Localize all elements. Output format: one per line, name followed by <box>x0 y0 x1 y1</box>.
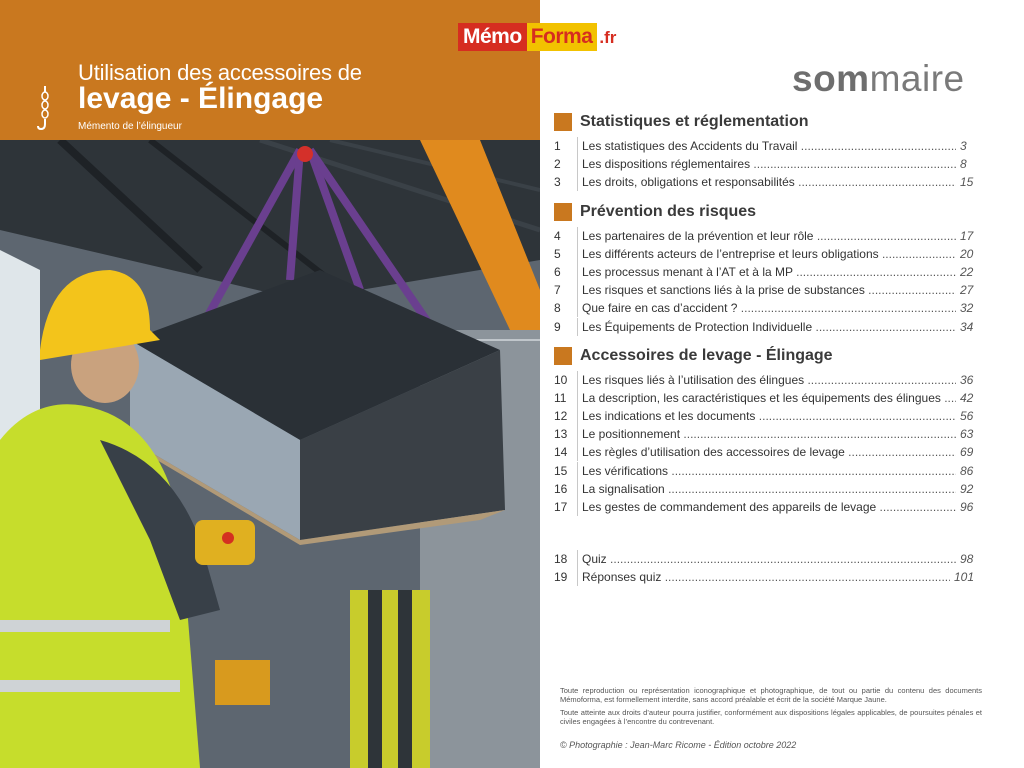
toc-entry-page: 8 <box>960 157 967 172</box>
toc-entry-number: 9 <box>554 318 578 336</box>
toc-entry-page: 36 <box>960 372 974 387</box>
toc-entry-number: 15 <box>554 462 578 480</box>
toc-entry-title[interactable]: Le positionnement ..... <box>582 425 956 443</box>
toc-entry[interactable] <box>554 299 974 317</box>
toc-entry-title[interactable]: Réponses quiz ..... <box>582 568 950 586</box>
toc-section-heading <box>554 344 974 368</box>
toc-entry-number: 18 <box>554 550 578 568</box>
toc-entry-number: 5 <box>554 245 578 263</box>
toc-entry-page: 3 <box>960 139 967 153</box>
toc-entry-number: 16 <box>554 480 578 498</box>
toc-entry-title[interactable]: Les dispositions réglementaires ..... <box>582 155 956 173</box>
legal-notice <box>560 686 982 730</box>
toc-entry[interactable] <box>554 137 974 155</box>
toc-entry-title[interactable]: La description, les caractéristiques et les équipements des élingues ..... <box>582 389 956 407</box>
toc-entry[interactable] <box>554 318 974 336</box>
cover-subtitle: Mémento de l’élingueur <box>78 121 182 132</box>
logo-suffix: .fr <box>599 28 617 47</box>
toc-entry-page: 20 <box>960 246 974 261</box>
toc-entry[interactable] <box>554 371 974 389</box>
photo-credit: © Photographie : Jean-Marc Ricome - Édition octobre 2022 <box>560 740 797 750</box>
toc-section-heading <box>554 200 974 224</box>
toc-entry-number: 17 <box>554 498 578 516</box>
legal-paragraph: Toute reproduction ou représentation iconographique et photographique, de tout ou partie du contenu des documents Mémoforma, est formellement interdite, sans accord préalable et écrit de la société Marque Jaune. <box>560 686 982 705</box>
toc-entry-page: 34 <box>960 319 974 334</box>
worker-lifting-photo <box>0 140 540 768</box>
toc-entry-page: 96 <box>960 500 974 514</box>
toc-entry[interactable] <box>554 173 974 191</box>
toc-entry-number: 11 <box>554 389 578 407</box>
toc-entry[interactable] <box>554 443 974 461</box>
toc-entry-title[interactable]: Que faire en cas d’accident ? ..... <box>582 299 956 317</box>
legal-paragraph: Toute atteinte aux droits d’auteur pourra justifier, conformément aux dispositions légales applicables, de poursuites pénales et civiles engagées à l’encontre du contrevenant. <box>560 707 982 727</box>
logo-memo: Mémo <box>458 23 527 51</box>
toc-entry[interactable] <box>554 245 974 263</box>
toc-entry-title[interactable]: Quiz ..... <box>582 550 956 568</box>
memoforma-logo <box>458 23 616 51</box>
toc-section <box>554 110 974 192</box>
toc-entry-page: 32 <box>960 301 974 316</box>
toc-section <box>554 344 974 517</box>
title-band <box>0 0 540 140</box>
toc-section-heading <box>554 110 974 134</box>
quiz-entries <box>554 550 974 586</box>
toc-entry[interactable] <box>554 425 974 443</box>
toc-entry-page: 17 <box>960 228 974 243</box>
toc-entry-title[interactable]: Les statistiques des Accidents du Travail ..... <box>582 137 956 155</box>
toc-entry[interactable] <box>554 407 974 425</box>
section-square-icon <box>554 203 572 221</box>
toc-entry-page: 42 <box>960 390 974 405</box>
toc-entry-number: 7 <box>554 281 578 299</box>
toc-entry-title[interactable]: Les Équipements de Protection Individuelle ..... <box>582 318 956 336</box>
section-square-icon <box>554 113 572 131</box>
toc-entry[interactable] <box>554 389 974 407</box>
toc-entry-number: 12 <box>554 407 578 425</box>
toc-entry-title[interactable]: Les risques liés à l’utilisation des élingues ..... <box>582 371 956 389</box>
toc-entry-number: 14 <box>554 443 578 461</box>
page-title-light: maire <box>869 58 965 99</box>
toc-section-title: Statistiques et réglementation <box>580 113 809 130</box>
toc-section-title: Prévention des risques <box>580 202 757 220</box>
toc-entry[interactable] <box>554 227 974 245</box>
cover-title-line1: Utilisation des accessoires de <box>78 60 362 85</box>
toc-entry[interactable] <box>554 480 974 498</box>
page-title <box>792 58 965 100</box>
toc-entry-page: 56 <box>960 409 974 424</box>
toc-entry-title[interactable]: Les différents acteurs de l’entreprise et leurs obligations ..... <box>582 245 956 263</box>
toc-entry-page: 69 <box>960 445 974 460</box>
page-title-bold: som <box>792 58 870 99</box>
table-of-contents <box>554 110 974 524</box>
toc-entry-title[interactable]: Les partenaires de la prévention et leur rôle ..... <box>582 227 956 245</box>
toc-entry[interactable] <box>554 498 974 516</box>
toc-section <box>554 200 974 336</box>
cover-title-line2: levage - Élingage <box>78 82 324 115</box>
toc-entry-number: 19 <box>554 568 578 586</box>
toc-entry-number: 13 <box>554 425 578 443</box>
section-square-icon <box>554 347 572 365</box>
toc-entry-number: 4 <box>554 227 578 245</box>
toc-entry[interactable] <box>554 568 974 586</box>
toc-entry[interactable] <box>554 550 974 568</box>
toc-entry[interactable] <box>554 462 974 480</box>
toc-entry[interactable] <box>554 263 974 281</box>
toc-entry-title[interactable]: Les indications et les documents ..... <box>582 407 956 425</box>
toc-entry-number: 6 <box>554 263 578 281</box>
toc-entry-number: 3 <box>554 173 578 191</box>
toc-entry-page: 92 <box>960 481 974 496</box>
toc-entry-title[interactable]: Les droits, obligations et responsabilités ..... <box>582 173 956 191</box>
toc-entry-number: 8 <box>554 299 578 317</box>
toc-entry-page: 27 <box>960 283 974 298</box>
cover-photo <box>0 140 540 768</box>
toc-entry-number: 1 <box>554 137 578 155</box>
toc-entry-page: 22 <box>960 264 974 279</box>
toc-entry-title[interactable]: La signalisation ..... <box>582 480 956 498</box>
toc-entry-title[interactable]: Les règles d’utilisation des accessoires de levage ..... <box>582 443 956 461</box>
toc-entry-page: 101 <box>953 570 974 585</box>
toc-entry-number: 10 <box>554 371 578 389</box>
toc-entry-page: 15 <box>960 175 974 190</box>
toc-entry-page: 98 <box>960 552 974 566</box>
toc-entry-page: 86 <box>960 463 974 478</box>
toc-entry[interactable] <box>554 155 974 173</box>
toc-entry-title[interactable]: Les processus menant à l’AT et à la MP ..... <box>582 263 956 281</box>
toc-section-title: Accessoires de levage - Élingage <box>580 346 833 364</box>
toc-entry-title[interactable]: Les risques et sanctions liés à la prise de substances ..... <box>582 281 956 299</box>
toc-entry-title[interactable]: Les gestes de commandement des appareils de levage ..... <box>582 498 956 516</box>
toc-entry[interactable] <box>554 281 974 299</box>
logo-forma: Forma <box>527 23 598 51</box>
toc-entry-title[interactable]: Les vérifications ..... <box>582 462 956 480</box>
toc-entry-number: 2 <box>554 155 578 173</box>
toc-entry-page: 63 <box>960 427 974 442</box>
crane-hook-icon <box>36 86 54 132</box>
